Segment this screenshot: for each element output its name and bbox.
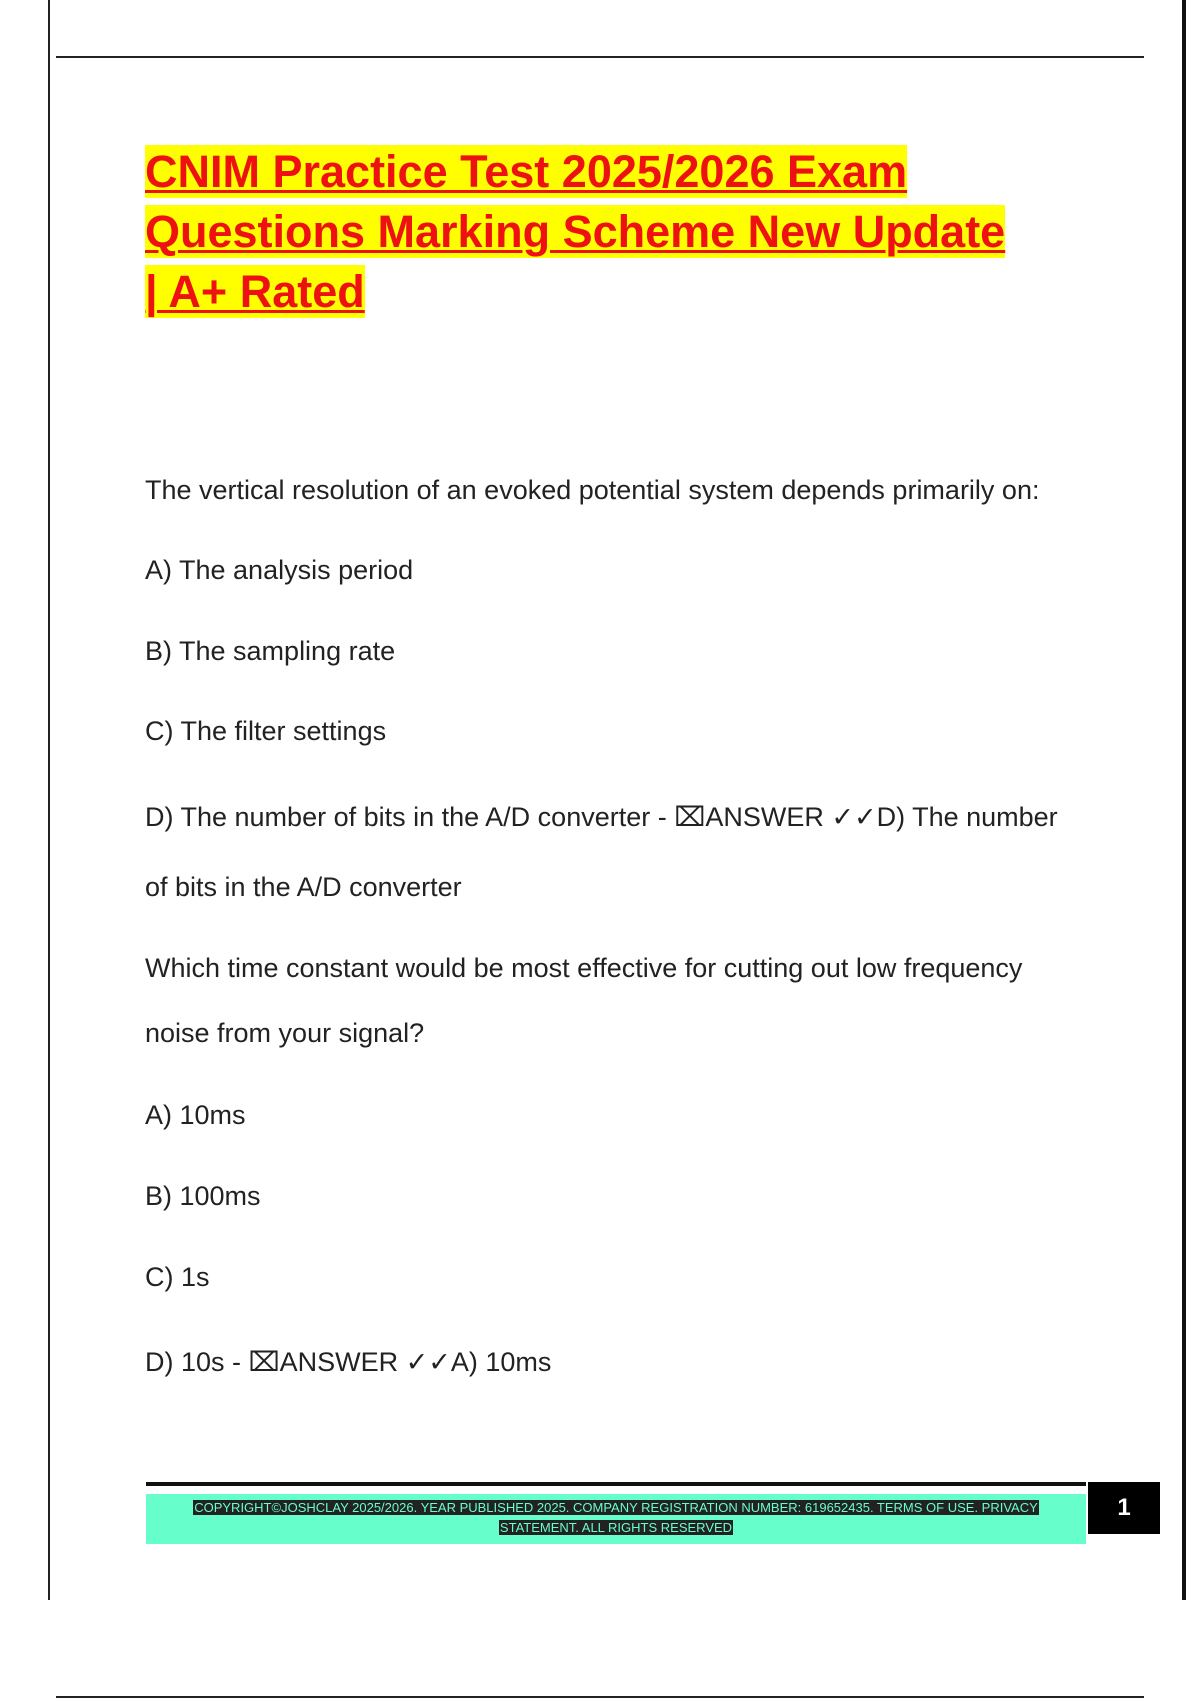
question-2-option-c: C) 1s [145,1262,210,1292]
page-border-left [48,0,50,1600]
question-1-option-d-line-2: of bits in the A/D converter [145,872,462,902]
question-1-prompt: The vertical resolution of an evoked potential system depends primarily on: [145,475,1040,505]
question-1-option-b: B) The sampling rate [145,636,396,666]
question-1-option-c: C) The filter settings [145,716,387,746]
title-line-2: Questions Marking Scheme New Update [145,206,1006,257]
question-2-option-b: B) 100ms [145,1181,261,1211]
header-rule [56,56,1144,58]
copyright-line-1: COPYRIGHT©JOSHCLAY 2025/2026. YEAR PUBLISHED 2025. COMPANY REGISTRATION NUMBER: 619652435. TERMS OF USE. PRIVACY [194,1500,1038,1515]
page-number: 1 [1088,1482,1160,1534]
bottom-rule [56,1696,1144,1698]
page-border-right [1182,0,1186,1600]
footer-copyright [146,1494,1086,1544]
document-title [145,145,1105,325]
question-1-option-a: A) The analysis period [145,555,414,585]
title-line-3: | A+ Rated [145,266,365,317]
title-line-1: CNIM Practice Test 2025/2026 Exam [145,146,908,197]
copyright-line-2: STATEMENT. ALL RIGHTS RESERVED [499,1520,733,1535]
footer-rule [146,1482,1086,1486]
question-2-option-d: D) 10s - ⌧ANSWER ✓✓A) 10ms [145,1347,552,1377]
question-2-prompt-line-2: noise from your signal? [145,1018,425,1048]
question-2-prompt-line-1: Which time constant would be most effective for cutting out low frequency [145,953,1023,983]
question-1-option-d-line-1: D) The number of bits in the A/D converter - ⌧ANSWER ✓✓D) The number [145,802,1058,832]
question-2-option-a: A) 10ms [145,1100,246,1130]
